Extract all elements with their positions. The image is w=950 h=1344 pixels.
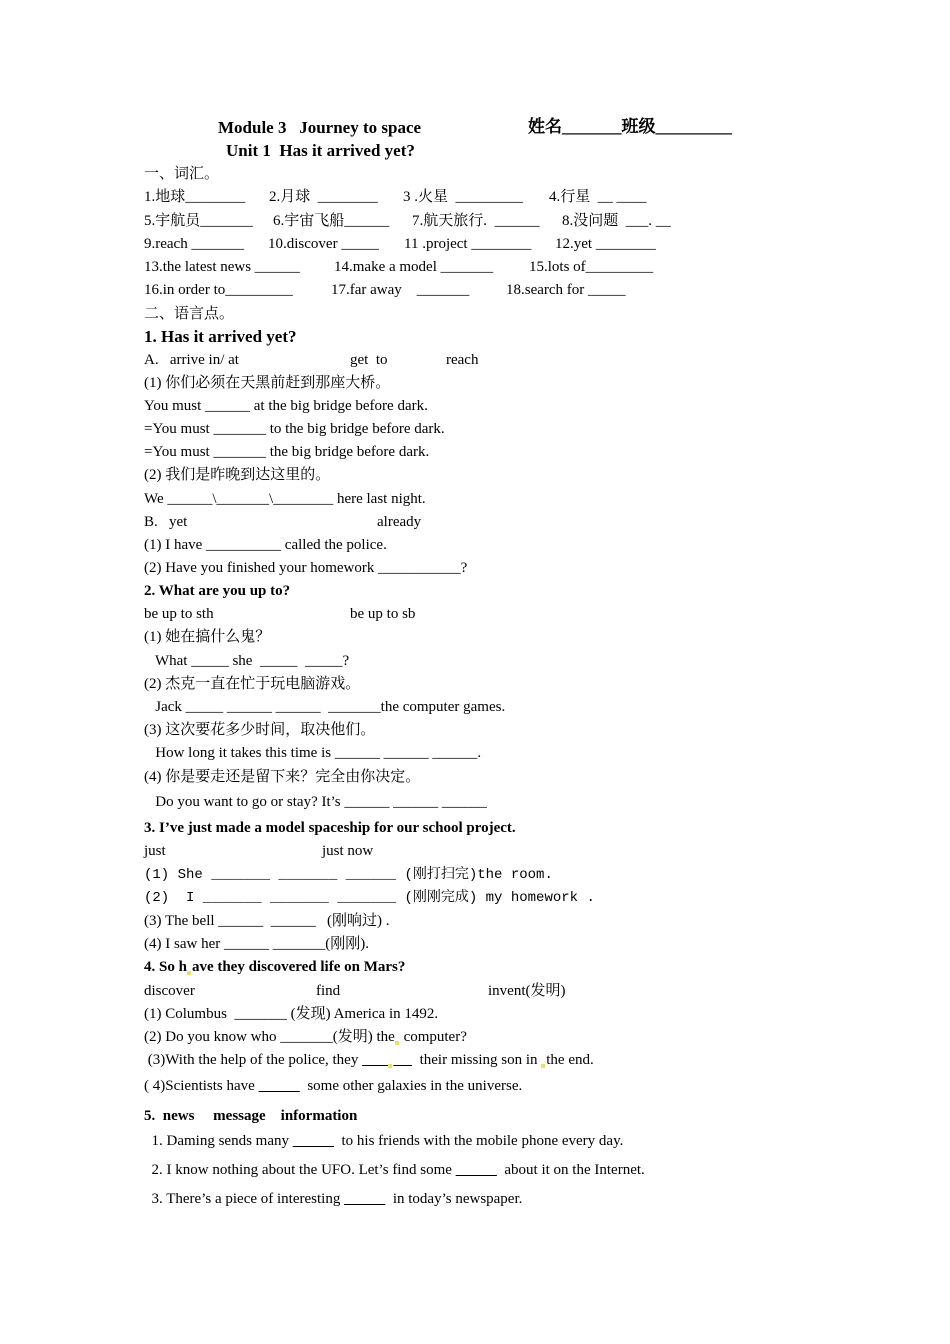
highlight-mark: [187, 971, 191, 975]
exercise-chinese: (1) 你们必须在天黑前赶到那座大桥。: [144, 375, 391, 391]
exercise-line: Jack _____ ______ ______ _______the computer games.: [144, 699, 506, 715]
answer-blank: [344, 1191, 385, 1207]
option-text: reach: [446, 352, 479, 368]
point-2-title: 2. What are you up to?: [144, 583, 291, 599]
vocab-item: 4.行星 __ ____: [549, 189, 647, 205]
answer-blank: [456, 1162, 497, 1178]
point-5-title: 5. news message information: [144, 1108, 358, 1124]
exercise-line: (2) Do you know who _______(发明) the computer?: [144, 1029, 467, 1045]
vocab-item: 2.月球 ________: [269, 189, 378, 205]
point-4-title: 4. So h ave they discovered life on Mars?: [144, 959, 406, 975]
exercise-line: (1) I have __________ called the police.: [144, 537, 387, 553]
highlight-mark: [395, 1041, 399, 1045]
highlight-mark: [541, 1064, 545, 1068]
vocab-item: 8.没问题 ___. __: [562, 213, 671, 229]
exercise-line: 1. Daming sends many to his friends with the mobile phone every day.: [144, 1133, 624, 1149]
option-text: find: [316, 983, 341, 999]
exercise-chinese: (2) 杰克一直在忙于玩电脑游戏。: [144, 676, 361, 692]
vocab-item: 3 .火星 _________: [403, 189, 524, 205]
exercise-line: =You must _______ to the big bridge before dark.: [144, 421, 445, 437]
exercise-line: We ______\_______\________ here last night.: [144, 491, 426, 507]
option-text: just: [144, 843, 166, 859]
option-text: already: [377, 514, 422, 530]
name-class-field: 姓名_______班级_________: [528, 117, 732, 136]
exercise-chinese: (4) 你是要走还是留下来？完全由你决定。: [144, 769, 421, 785]
exercise-chinese: (3) 这次要花多少时间，取决他们。: [144, 722, 376, 738]
vocab-item: 5.宇航员_______: [144, 213, 253, 229]
option-text: be up to sth: [144, 606, 214, 622]
answer-blank: [393, 1052, 412, 1068]
exercise-line: (2) I _______ _______ _______ (刚刚完成) my homework .: [144, 890, 595, 906]
exercise-line: (1) She _______ _______ ______ (刚打扫完)the room.: [144, 867, 553, 883]
unit-title: Unit 1 Has it arrived yet?: [226, 141, 415, 160]
vocab-item: 10.discover _____: [268, 236, 379, 252]
point-1-title: 1. Has it arrived yet?: [144, 327, 297, 346]
vocab-item: 14.make a model _______: [334, 259, 494, 275]
option-text: get to: [350, 352, 388, 368]
point-3-title: 3. I’ve just made a model spaceship for our school project.: [144, 820, 516, 836]
exercise-line: =You must _______ the big bridge before dark.: [144, 444, 430, 460]
answer-blank: [259, 1078, 300, 1094]
exercise-line: ( 4)Scientists have some other galaxies in the universe.: [144, 1078, 523, 1094]
vocab-item: 13.the latest news ______: [144, 259, 300, 275]
exercise-line: (1) Columbus _______ (发现) America in 1492.: [144, 1006, 439, 1022]
exercise-line: You must ______ at the big bridge before dark.: [144, 398, 428, 414]
vocab-item: 18.search for _____: [506, 282, 626, 298]
section-vocabulary-heading: 一、词汇。: [144, 166, 220, 182]
exercise-line: 3. There’s a piece of interesting in today’s newspaper.: [144, 1191, 523, 1207]
option-text: just now: [322, 843, 374, 859]
vocab-item: 17.far away _______: [331, 282, 470, 298]
vocab-item: 6.宇宙飞船______: [273, 213, 390, 229]
exercise-line: 2. I know nothing about the UFO. Let’s find some about it on the Internet.: [144, 1162, 645, 1178]
vocab-item: 15.lots of_________: [529, 259, 654, 275]
vocab-item: 11 .project ________: [404, 236, 532, 252]
exercise-chinese: (1) 她在搞什么鬼？: [144, 629, 271, 645]
option-text: A. arrive in/ at: [144, 352, 239, 368]
vocab-item: 12.yet ________: [555, 236, 656, 252]
option-text: invent(发明): [488, 983, 566, 999]
exercise-chinese: (2) 我们是昨晚到达这里的。: [144, 467, 331, 483]
option-text: be up to sb: [350, 606, 416, 622]
exercise-line: (4) I saw her ______ _______(刚刚).: [144, 936, 369, 952]
section-language-points-heading: 二、语言点。: [144, 306, 235, 322]
exercise-line: (3) The bell ______ ______ (刚响过) .: [144, 913, 390, 929]
vocab-item: 1.地球________: [144, 189, 246, 205]
exercise-line: What _____ she _____ _____?: [144, 653, 350, 669]
exercise-line: (3)With the help of the police, they their missing son in the end.: [144, 1052, 594, 1068]
exercise-line: How long it takes this time is ______ ______ ______.: [144, 745, 482, 761]
module-title: Module 3 Journey to space: [218, 118, 422, 137]
vocab-item: 7.航天旅行. ______: [412, 213, 540, 229]
exercise-line: (2) Have you finished your homework ___________?: [144, 560, 468, 576]
vocab-item: 16.in order to_________: [144, 282, 293, 298]
answer-blank: [293, 1133, 334, 1149]
exercise-line: Do you want to go or stay? It’s ______ ______ ______: [144, 794, 487, 810]
option-text: discover: [144, 983, 195, 999]
answer-blank: [362, 1052, 388, 1068]
vocab-item: 9.reach _______: [144, 236, 244, 252]
option-text: B. yet: [144, 514, 188, 530]
highlight-mark: [388, 1064, 392, 1068]
